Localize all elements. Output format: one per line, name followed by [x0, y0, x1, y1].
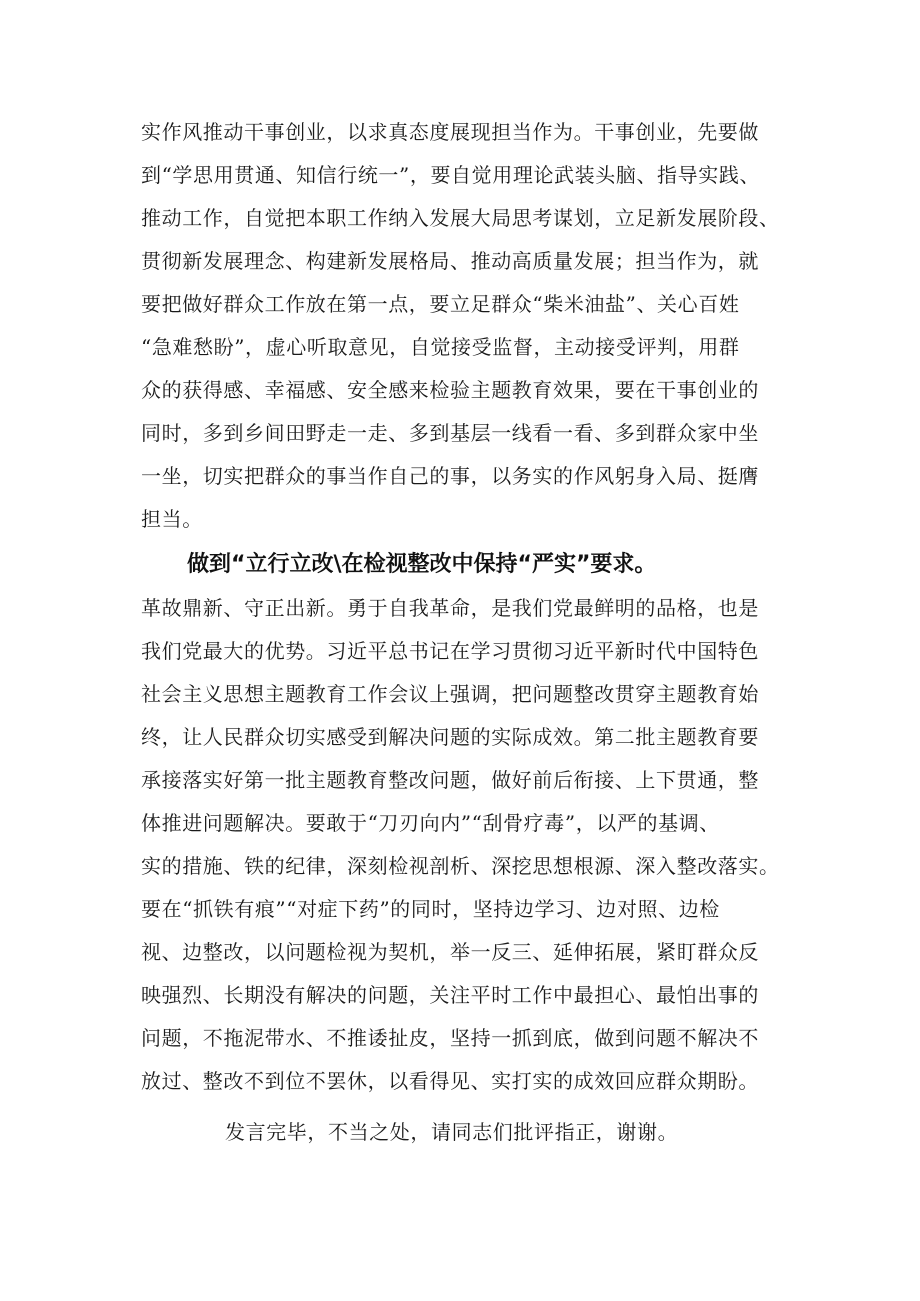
text-line: 映强烈、长期没有解决的问题，关注平时工作中最担心、最怕出事的	[141, 983, 759, 1007]
text-line: 视、边整改，以问题检视为契机，举一反三、延伸拓展，紧盯群众反	[141, 940, 759, 964]
text-line: “急难愁盼”，虚心听取意见，自觉接受监督，主动接受评判，用群	[141, 335, 740, 359]
text-line: 众的获得感、幸福感、安全感来检验主题教育效果，要在干事创业的	[141, 378, 759, 402]
section-heading: 做到“立行立改\在检视整改中保持“严实”要求。	[187, 552, 657, 577]
text-line: 担当。	[141, 507, 203, 531]
text-line: 要在“抓铁有痕”“对症下药”的同时，坚持边学习、边对照、边检	[141, 897, 720, 921]
text-line: 我们党最大的优势。习近平总书记在学习贯彻习近平新时代中国特色	[141, 639, 759, 663]
text-line: 放过、整改不到位不罢休，以看得见、实打实的成效回应群众期盼。	[141, 1069, 759, 1093]
text-line: 同时，多到乡间田野走一走、多到基层一线看一看、多到群众家中坐	[141, 421, 759, 445]
text-line: 贯彻新发展理念、构建新发展格局、推动高质量发展；担当作为，就	[141, 249, 759, 273]
text-line: 承接落实好第一批主题教育整改问题，做好前后衔接、上下贯通，整	[141, 768, 759, 792]
text-line: 终，让人民群众切实感受到解决问题的实际成效。第二批主题教育要	[141, 725, 759, 749]
text-line: 一坐，切实把群众的事当作自己的事，以务实的作风躬身入局、挺膺	[141, 464, 759, 488]
text-line: 实的措施、铁的纪律，深刻检视剖析、深挖思想根源、深入整改落实。	[141, 854, 780, 878]
text-line: 社会主义思想主题教育工作会议上强调，把问题整改贯穿主题教育始	[141, 682, 759, 706]
text-line: 革故鼎新、守正出新。勇于自我革命，是我们党最鲜明的品格，也是	[141, 596, 759, 620]
closing-remark: 发言完毕，不当之处，请同志们批评指正，谢谢。	[225, 1120, 679, 1144]
text-line: 问题，不拖泥带水、不推诿扯皮，坚持一抓到底，做到问题不解决不	[141, 1026, 759, 1050]
text-line: 实作风推动干事创业，以求真态度展现担当作为。干事创业，先要做	[141, 120, 759, 144]
text-line: 到“学思用贯通、知信行统一”，要自觉用理论武装头脑、指导实践、	[141, 163, 761, 187]
text-line: 体推进问题解决。要敢于“刀刃向内”“刮骨疗毒”，以严的基调、	[141, 811, 720, 835]
text-line: 要把做好群众工作放在第一点，要立足群众“柴米油盐”、关心百姓	[141, 292, 740, 316]
text-line: 推动工作，自觉把本职工作纳入发展大局思考谋划，立足新发展阶段、	[141, 206, 780, 230]
